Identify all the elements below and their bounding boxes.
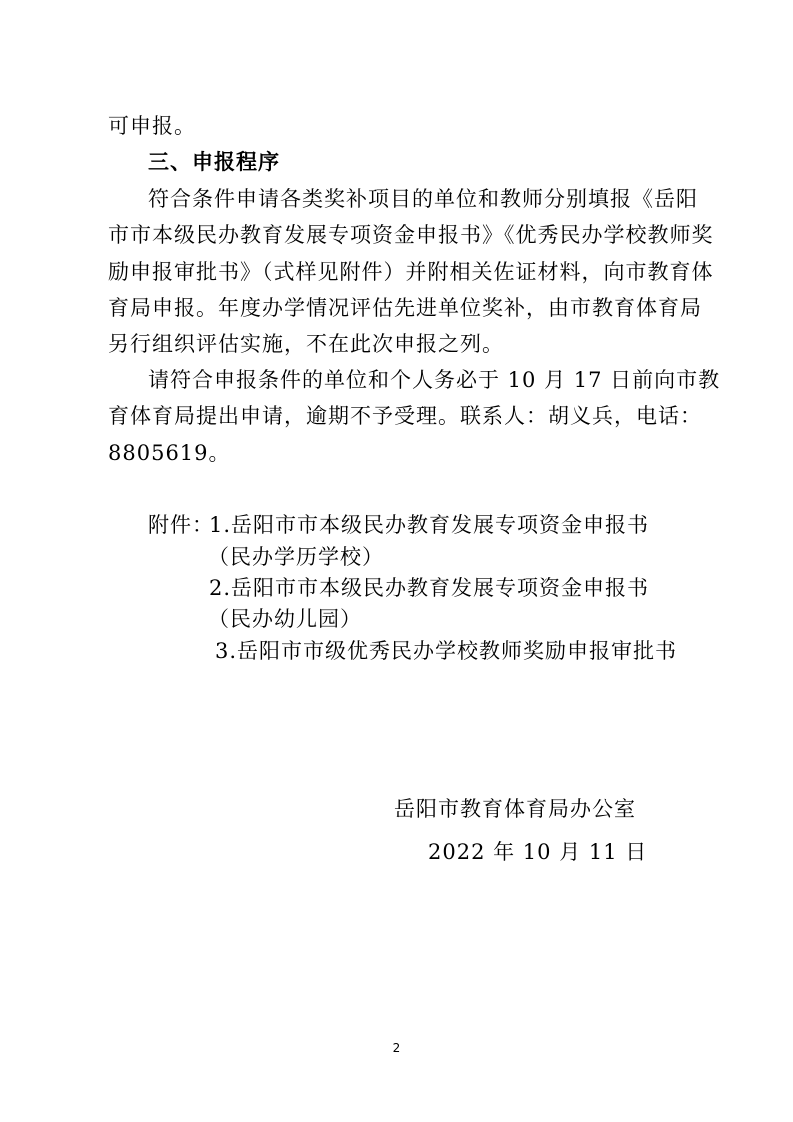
paragraph-line: 育体育局提出申请，逾期不予受理。联系人：胡义兵，电话： (108, 404, 702, 428)
attachment-item-note: （民办幼儿园） (208, 607, 362, 631)
section-heading: 三、申报程序 (148, 150, 280, 174)
attachment-item-note: （民办学历学校） (208, 545, 384, 569)
page-number: 2 (392, 1041, 401, 1055)
signature-date: 2022 年 10 月 11 日 (428, 840, 648, 864)
signature-org: 岳阳市教育体育局办公室 (394, 797, 636, 821)
paragraph-line: 另行组织评估实施，不在此次申报之列。 (108, 332, 504, 356)
paragraph-line: 8805619。 (108, 441, 231, 465)
attachment-item: 2.岳阳市市本级民办教育发展专项资金申报书 (209, 576, 650, 600)
body-line: 可申报。 (108, 114, 196, 138)
paragraph-line: 育局申报。年度办学情况评估先进单位奖补，由市教育体育局 (108, 296, 702, 320)
paragraph-line: 励申报审批书》（式样见附件）并附相关佐证材料，向市教育体 (108, 260, 714, 284)
paragraph-line: 请符合申报条件的单位和个人务必于 10 月 17 日前向市教 (148, 368, 721, 392)
attachment-item: 1.岳阳市市本级民办教育发展专项资金申报书 (209, 513, 650, 537)
paragraph-line: 市市本级民办教育发展专项资金申报书》《优秀民办学校教师奖 (108, 223, 714, 247)
paragraph-line: 符合条件申请各类奖补项目的单位和教师分别填报《岳阳 (148, 187, 698, 211)
attachment-label: 附件： (148, 513, 214, 537)
attachment-item: 3.岳阳市市级优秀民办学校教师奖励申报审批书 (215, 639, 678, 663)
